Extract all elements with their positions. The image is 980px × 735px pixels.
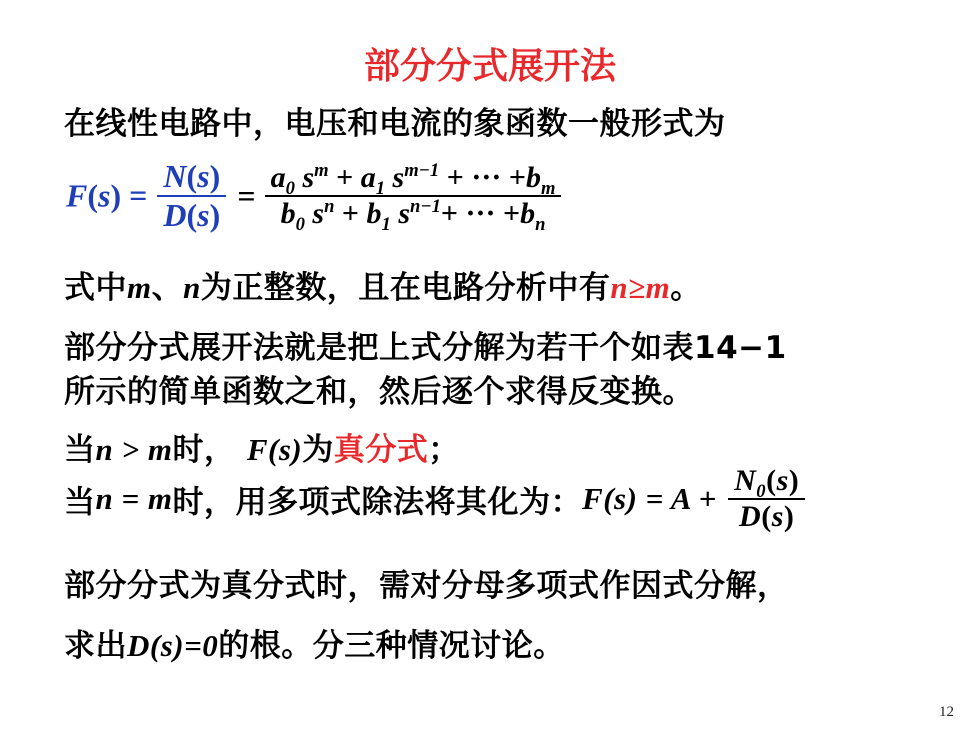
case1-Fs: F(s) (246, 432, 303, 467)
var-m: m (127, 270, 152, 305)
var-n: n (183, 270, 201, 305)
equals-sign: = (237, 177, 256, 214)
case2-expression: F(s) = A + (582, 481, 717, 516)
transfer-function-formula (66, 158, 561, 246)
case1-pre: 当 (64, 432, 96, 468)
case2-condition: n = m (95, 481, 173, 516)
last-line (64, 620, 565, 665)
case2-pre: 当 (64, 484, 96, 521)
case-n-eq-m (64, 464, 805, 554)
page-number: 12 (939, 704, 954, 720)
polynomial-fraction (265, 160, 562, 235)
Ds-eq-0: D(s)=0 (127, 628, 219, 663)
condition-end: 。 (670, 270, 702, 306)
case1-condition: n > m (95, 432, 173, 467)
last-pre: 求出 (64, 628, 127, 664)
proper-fraction-label: 真分式 (333, 432, 429, 468)
case1-end: ； (428, 432, 460, 468)
intro-text: 在线性电路中，电压和电流的象函数一般形式为 (64, 106, 726, 142)
denominator-D: D(s) (163, 197, 221, 233)
paragraph1-line2: 所示的简单函数之和，然后逐个求得反变换。 (64, 374, 694, 410)
case2-mid: 时，用多项式除法将其化为： (172, 484, 583, 521)
polynomial-denominator: $b_0$ $s^n + b_1$ $s^{n-1}+$ ··· $+b_n$ (280, 196, 546, 235)
condition-prefix: 式中 (64, 270, 127, 306)
formula-lhs: F(s) = (66, 177, 148, 214)
condition-line (64, 262, 702, 307)
fraction-N-over-D (157, 158, 226, 234)
slide-title: 部分分式展开法 (363, 46, 616, 87)
last-end: 的根。分三种情况讨论。 (218, 628, 565, 664)
case-n-gt-m (64, 424, 460, 469)
case1-wei: 为 (302, 432, 334, 468)
condition-middle: 为正整数，且在电路分析中有 (200, 270, 611, 306)
inequality-n-ge-m: n≥m (610, 270, 671, 305)
case2-numerator: $N_0(s)$ (734, 464, 800, 502)
paragraph1-line1: 部分分式展开法就是把上式分解为若干个如表14−1 (64, 330, 787, 366)
numerator-N: N(s) (163, 158, 221, 194)
paragraph2: 部分分式为真分式时，需对分母多项式作因式分解， (64, 568, 789, 604)
separator: 、 (151, 270, 184, 306)
case2-denominator: D(s) (739, 500, 795, 533)
case1-mid: 时， (172, 432, 236, 468)
case2-fraction (728, 464, 805, 534)
polynomial-numerator: $a_0$ $s^m + a_1$ $s^{m-1}$ + ··· $+b_m$ (270, 160, 556, 199)
